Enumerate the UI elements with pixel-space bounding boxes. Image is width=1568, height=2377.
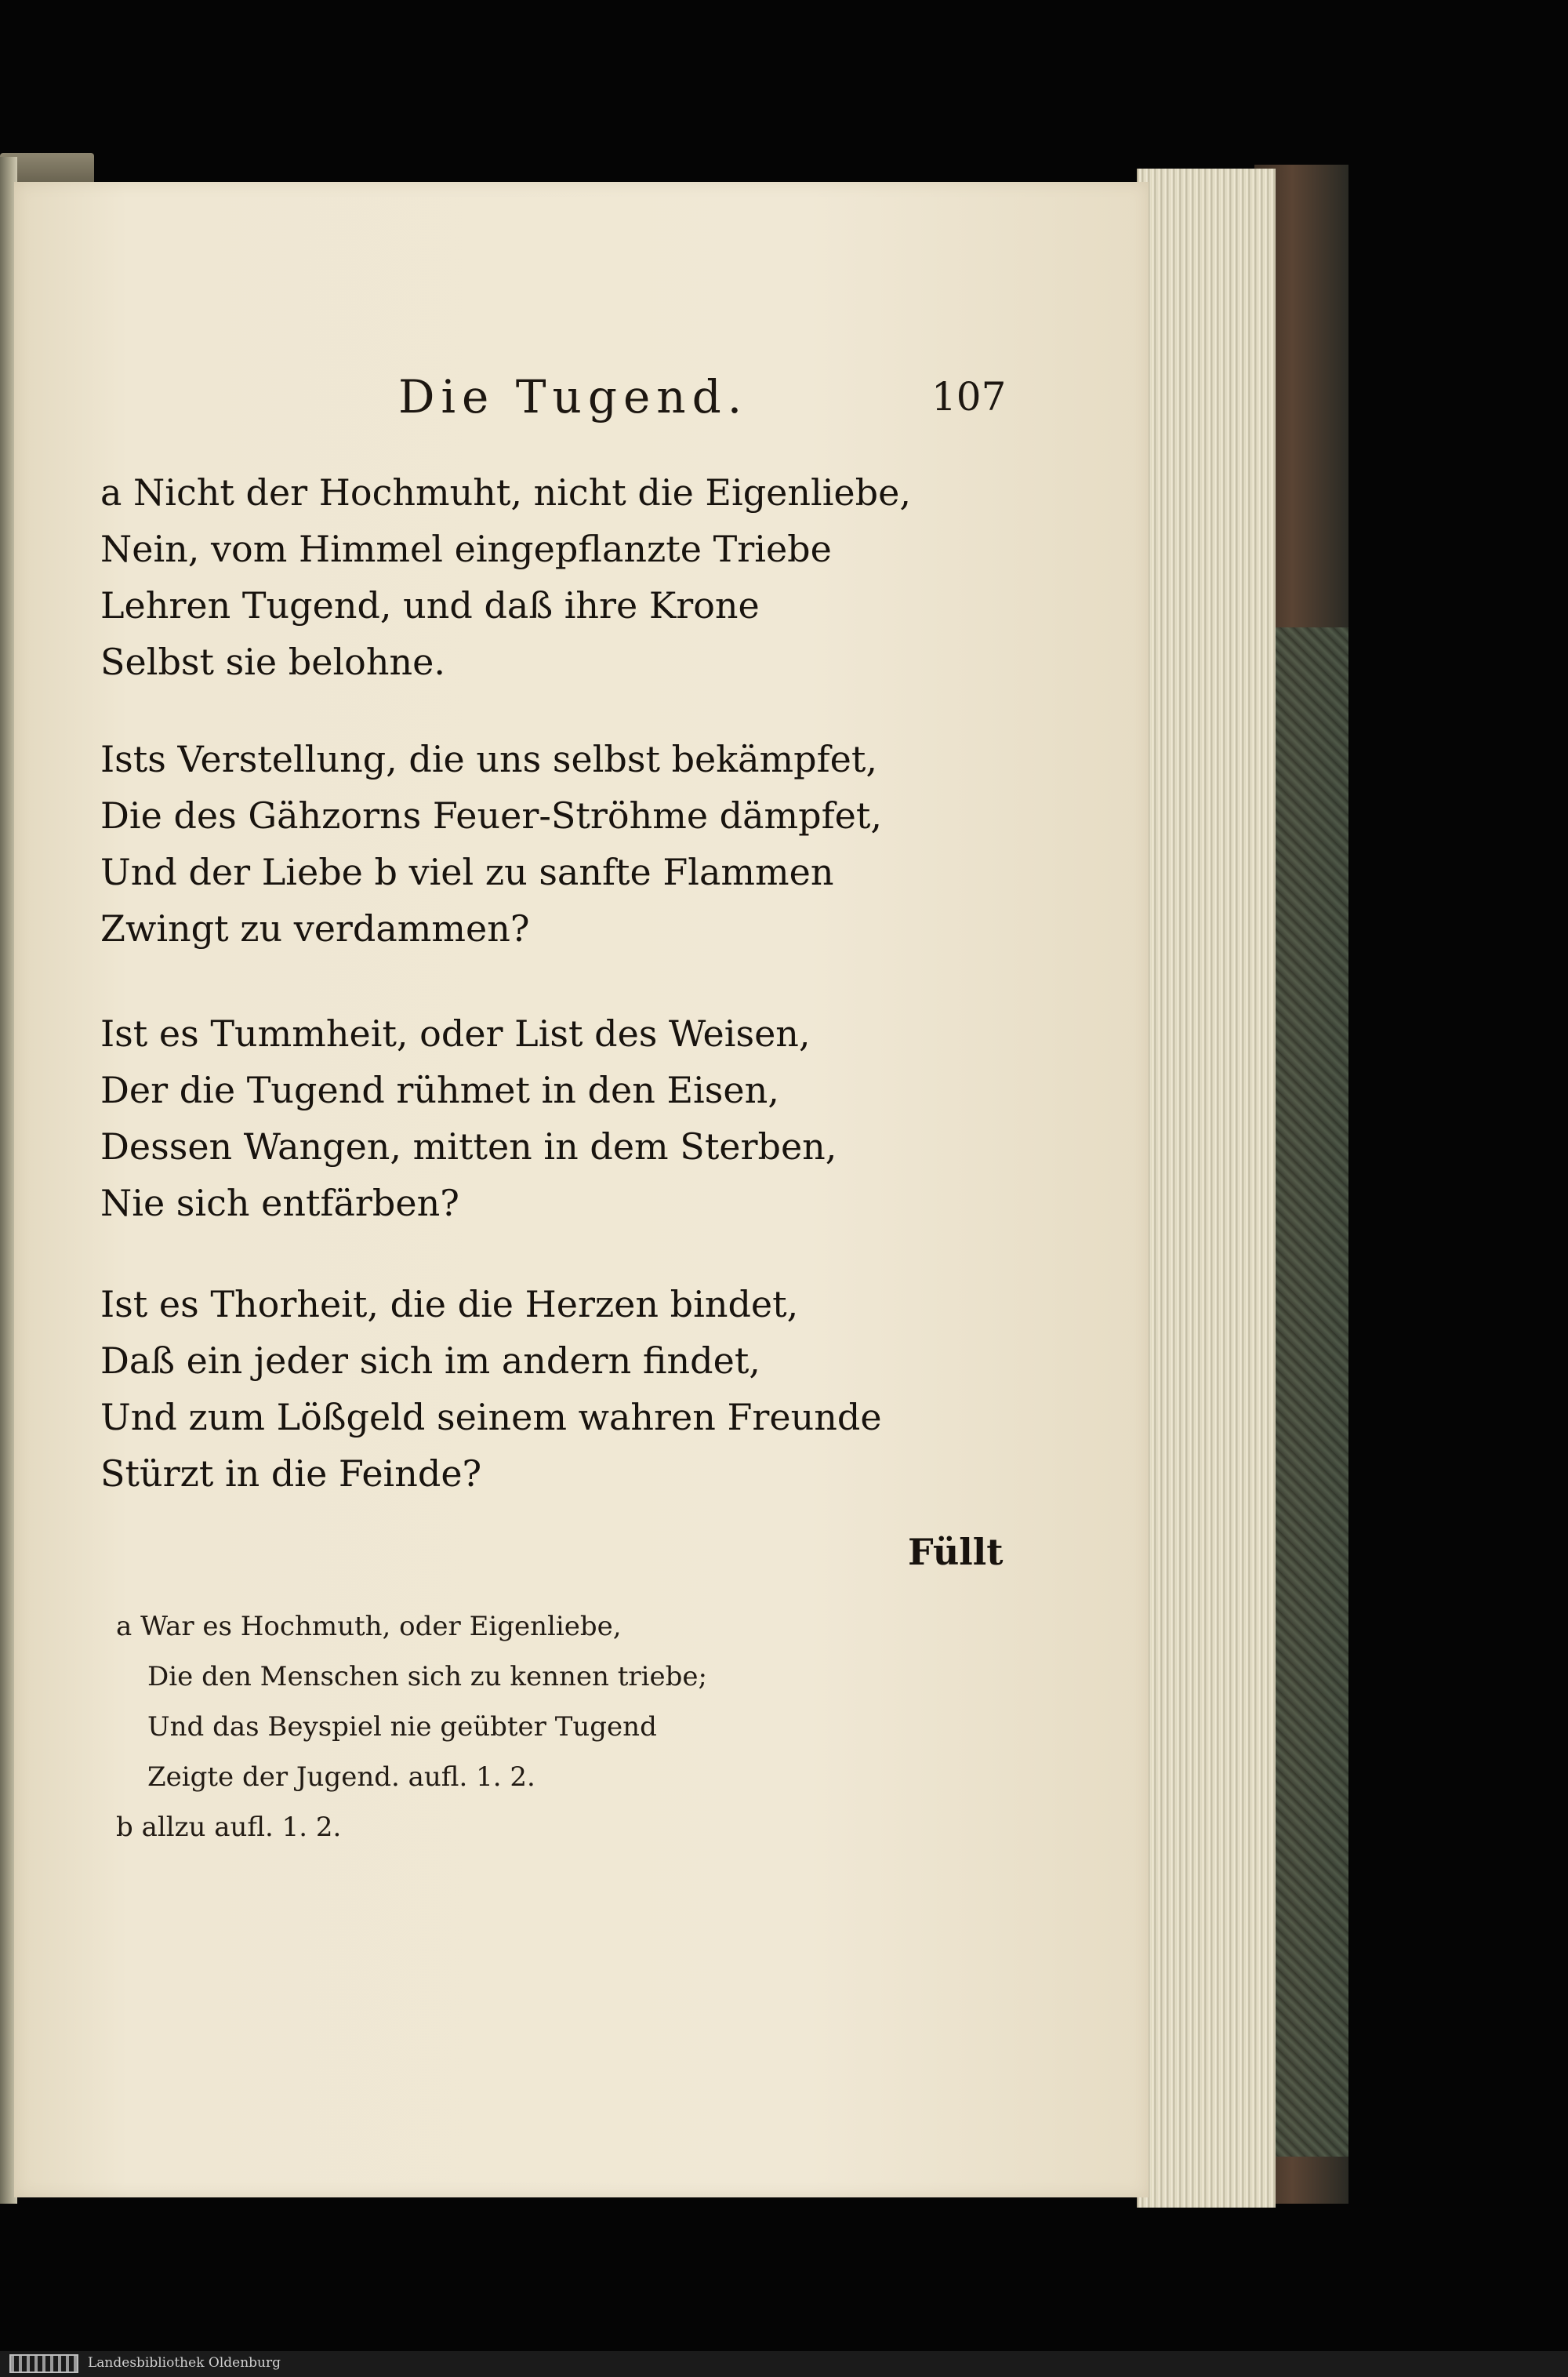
- verse-line: a Nicht der Hochmuht, nicht die Eigenliebe,: [100, 471, 911, 514]
- stanza: [100, 464, 1002, 690]
- verse-line: Dessen Wangen, mitten in dem Sterben,: [100, 1125, 837, 1168]
- verse-line: Ists Verstellung, die uns selbst bekämpfet,: [100, 738, 877, 780]
- verse-line: Stürzt in die Feinde?: [100, 1452, 482, 1495]
- verse-line: Selbst sie belohne.: [100, 641, 445, 683]
- verse-line: Und der Liebe b viel zu sanfte Flammen: [100, 851, 834, 893]
- page-number: 107: [931, 374, 1007, 420]
- running-head: Die Tugend.: [398, 370, 749, 423]
- verse-line: Nie sich entfärben?: [100, 1182, 459, 1224]
- verse-line: Zwingt zu verdammen?: [100, 907, 530, 950]
- footnote-line: a War es Hochmuth, oder Eigenliebe,: [116, 1611, 622, 1642]
- verse-line: Daß ein jeder sich im andern findet,: [100, 1339, 760, 1382]
- marbled-cover: [1266, 627, 1348, 2157]
- footnote-line: Und das Beyspiel nie geübter Tugend: [147, 1711, 657, 1743]
- library-name: Landesbibliothek Oldenburg: [88, 2355, 281, 2371]
- verse-line: Lehren Tugend, und daß ihre Krone: [100, 584, 760, 627]
- footnote-line: Zeigte der Jugend. aufl. 1. 2.: [147, 1761, 535, 1793]
- catchword: Füllt: [908, 1531, 1004, 1573]
- footnote-line: Die den Menschen sich zu kennen triebe;: [147, 1661, 707, 1692]
- verse-line: Ist es Tummheit, oder List des Weisen,: [100, 1012, 811, 1055]
- footnotes: [116, 1601, 822, 1852]
- page-stack-edge: [1137, 169, 1276, 2208]
- book-page: [14, 182, 1149, 2197]
- verse-line: Und zum Lößgeld seinem wahren Freunde: [100, 1396, 882, 1438]
- verse-line: Nein, vom Himmel eingepflanzte Triebe: [100, 528, 832, 570]
- verse-line: Ist es Thorheit, die die Herzen bindet,: [100, 1283, 799, 1325]
- stanza: [100, 731, 1002, 957]
- verse-line: Der die Tugend rühmet in den Eisen,: [100, 1069, 779, 1111]
- stanza: [100, 1276, 1002, 1502]
- footnote-line: b allzu aufl. 1. 2.: [116, 1812, 342, 1843]
- verse-line: Die des Gähzorns Feuer-Ströhme dämpfet,: [100, 794, 882, 837]
- library-logo-icon: [9, 2354, 78, 2373]
- stanza: [100, 1005, 1002, 1231]
